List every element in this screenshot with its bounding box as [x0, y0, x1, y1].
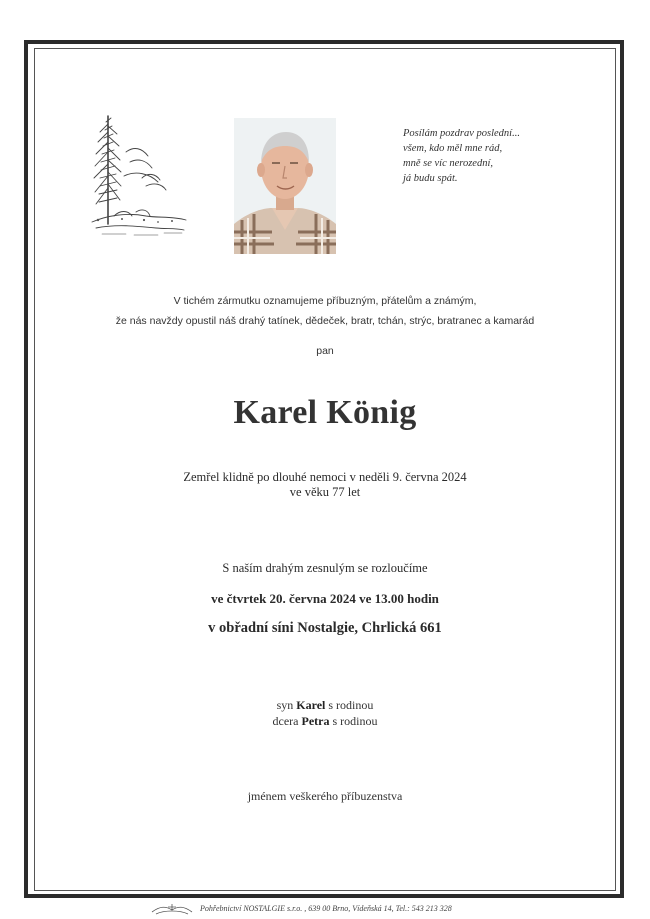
funeral-venue: v obřadní síni Nostalgie, Chrlická 661: [208, 620, 442, 636]
mourners-list: [40, 697, 610, 729]
intro-line-1: V tichém zármutku oznamujeme příbuzným, přátelům a známým,: [173, 295, 477, 307]
death-info: [40, 470, 610, 500]
signoff: jménem veškerého příbuzenstva: [247, 789, 403, 803]
poem-line: všem, kdo měl mne rád,: [403, 143, 503, 154]
poem-line: já budu spát.: [403, 173, 458, 184]
funeral-date: ve čtvrtek 20. června 2024 ve 13.00 hodin: [211, 591, 439, 606]
farewell-line: S naším drahým zesnulým se rozloučíme: [222, 561, 428, 575]
mourner-name: Karel: [296, 698, 326, 712]
age-line: ve věku 77 let: [289, 485, 361, 499]
title-pan: pan: [316, 345, 334, 357]
funeral-home-logo: [150, 902, 194, 916]
tree-illustration: [86, 112, 190, 240]
mourner-suffix: s rodinou: [329, 714, 378, 728]
poem-line: Posílám pozdrav poslední...: [403, 128, 520, 139]
poem: [403, 126, 593, 186]
deceased-name: Karel König: [233, 394, 417, 431]
mourner-line: [40, 713, 610, 729]
portrait-photo: [234, 118, 336, 254]
announcement-intro: [40, 291, 610, 331]
footer: [150, 902, 590, 916]
mourner-relation: dcera: [272, 714, 302, 728]
mourner-relation: syn: [276, 698, 297, 712]
mourner-name: Petra: [301, 714, 330, 728]
intro-line-2: že nás navždy opustil náš drahý tatínek, dědeček, bratr, tchán, strýc, bratranec a kamarád: [115, 315, 535, 327]
mourner-line: [40, 697, 610, 713]
death-date-line: Zemřel klidně po dlouhé nemoci v neděli 9. června 2024: [183, 470, 467, 484]
footer-text: Pohřebnictví NOSTALGIE s.r.o. , 639 00 Brno, Vídeňská 14, Tel.: 543 213 328: [200, 904, 452, 913]
mourner-suffix: s rodinou: [325, 698, 374, 712]
poem-line: mně se víc nerozední,: [403, 158, 493, 169]
